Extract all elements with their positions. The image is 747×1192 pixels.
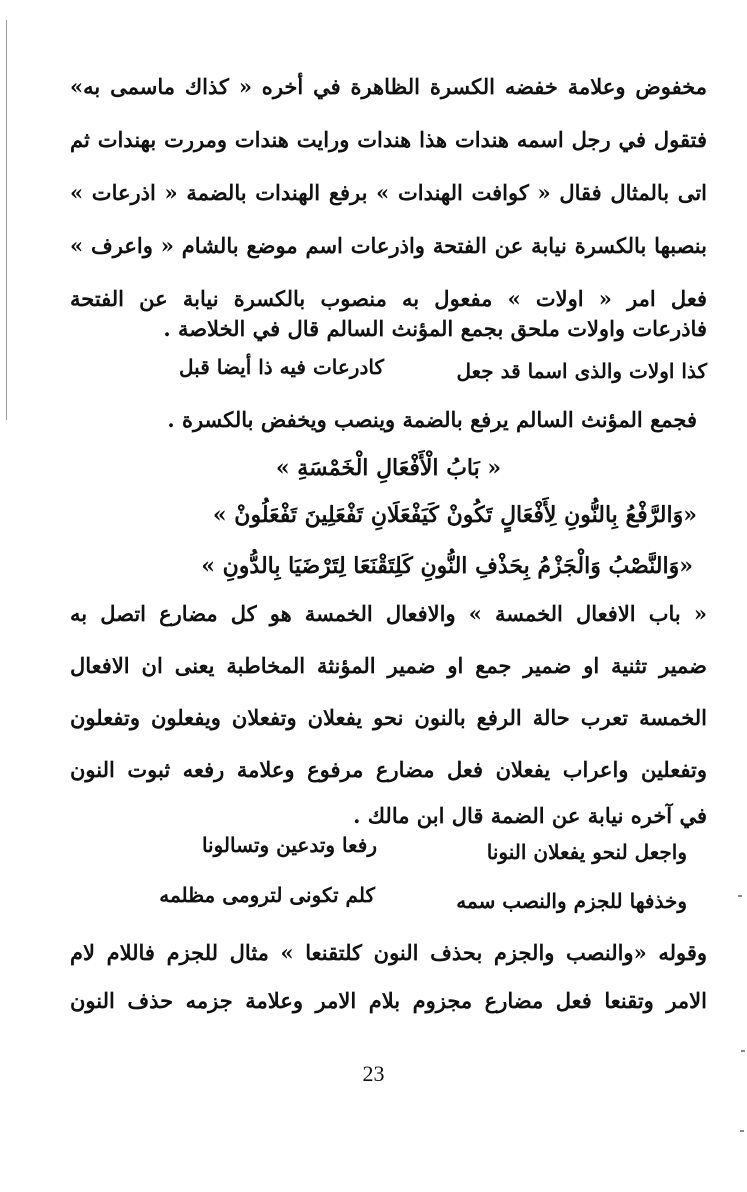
text-line: الخمسة تعرب حالة الرفع بالنون نحو يفعلان وتفعلان ويفعلون وتفعلون <box>70 705 707 730</box>
margin-mark <box>740 1130 744 1132</box>
margin-mark <box>741 1050 745 1052</box>
text-line: فتقول في رجل اسمه هندات هذا هندات ورايت هندات ومررت بهندات ثم <box>70 127 707 152</box>
binding-edge-line <box>6 20 7 420</box>
text-line: فاذرعات واولات ملحق بجمع المؤنث السالم قال في الخلاصة . <box>163 316 707 341</box>
text-line: اتى بالمثال فقال « كوافت الهندات » برفع الهندات بالضمة « اذرعات » <box>70 180 707 205</box>
verse-left-hemistich: كلم تكونى لترومى مظلمه <box>159 883 375 907</box>
page-number: 23 <box>362 1061 385 1086</box>
text-line: مخفوض وعلامة خفضه الكسرة الظاهرة في أخره « كذاك ماسمى به» <box>70 74 707 99</box>
text-line: فعل امر « اولات » مفعول به منصوب بالكسرة نيابة عن الفتحة <box>70 286 707 311</box>
text-line: الامر وتقنعا فعل مضارع مجزوم بلام الامر وعلامة جزمه حذف النون <box>70 988 707 1013</box>
text-line: « باب الافعال الخمسة » والافعال الخمسة هو كل مضارع اتصل به <box>70 601 707 626</box>
verse-right-hemistich: واجعل لنحو يفعلان النونا <box>486 840 687 864</box>
text-line: في آخره نيابة عن الضمة قال ابن مالك . <box>353 803 707 828</box>
poem-line: «وَالنَّصْبُ وَالْجَزْمُ بِحَذْفِ النُّونِ كَلِتَقْنَعَا لِتَرْضَيَا بِالدُّونِ » <box>201 553 693 579</box>
text-line: ضمير تثنية او ضمير جمع او ضمير المؤنثة المخاطبة يعنى ان الافعال <box>70 653 707 678</box>
verse-right-hemistich: كذا اولات والذى اسما قد جعل <box>456 359 707 383</box>
poem-line: «وَالرَّفْعُ بِالنُّونِ لِأَفْعَالٍ تَكُونْ كَيَفْعَلَانِ تَفْعَلِينَ تَفْعَلُونْ » <box>212 502 697 528</box>
section-heading: « بَابُ الْأَفْعَالِ الْخَمْسَةِ » <box>275 455 502 481</box>
verse-right-hemistich: وخذفها للجزم والنصب سمه <box>456 889 687 913</box>
verse-left-hemistich: رفعا وتدعين وتسالونا <box>201 833 377 857</box>
text-line: وقوله «والنصب والجزم بحذف النون كلتقنعا » مثال للجزم فاللام لام <box>70 940 707 965</box>
text-line: وتفعلين واعراب يفعلان فعل مضارع مرفوع وعلامة رفعه ثبوت النون <box>70 757 707 782</box>
text-line: بنصبها بالكسرة نيابة عن الفتحة واذرعات اسم موضع بالشام « واعرف » <box>70 233 707 258</box>
text-line: فجمع المؤنث السالم يرفع بالضمة وينصب ويخفض بالكسرة . <box>167 407 697 432</box>
verse-left-hemistich: كادرعات فيه ذا أيضا قبل <box>179 355 384 379</box>
margin-mark <box>738 895 742 897</box>
